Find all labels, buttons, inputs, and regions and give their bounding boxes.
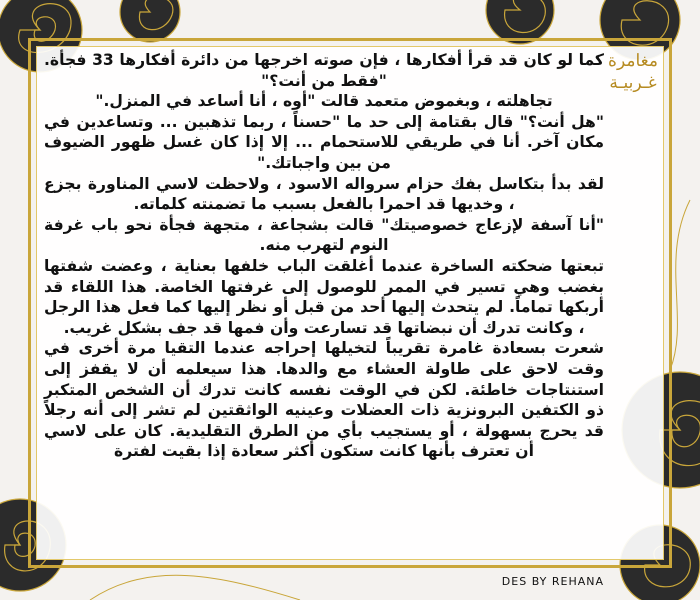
paragraph-2: تجاهلته ، وبغموض متعمد قالت "أوه ، أنا أساعد في المنزل." — [95, 92, 553, 111]
paragraph-4: لقد بدأ بتكاسل بفك حزام سرواله الاسود ، ولاحظت لاسي المناورة بجزع ، وخديها قد احمرا بالفعل بسبب ما تضمنته كلماته. — [44, 174, 604, 214]
paragraph-3: "هل أنت؟" قال بقتامة إلى حد ما "حسناً ، ربما تذهبين ... وتساعدين في مكان آخر. أنا في طريقي للاستحمام ... إلا إذا كان غسل ظهور الضيوف من بين واجباتك." — [44, 112, 604, 172]
title-badge — [607, 50, 659, 114]
paragraph-7: شعرت بسعادة غامرة تقريباً لتخيلها إحراجه عندما التقيا مرة أخرى في وقت لاحق على طاولة العشاء مع والدها. هذا سيعلمه أن لا يقفز إلى استنتاجات خاطئة. لكن في الوقت نفسه كانت تدرك أن الشخص المتكبر ذو الكتفين البرونزية ذات العضلات وعينيه الواثقتين لم تشر إلى أنه رجلاً قد يحرج بسهولة ، أو يستجيب بأي من الطرق التقليدية. كان على لاسي أن تعترف بأنها كانت ستكون أكثر سعادة إذا بقيت لفترة — [44, 339, 604, 461]
paragraph-6: تبعتها ضحكته الساخرة عندما أغلقت الباب خلفها بعناية ، وعضت شفتها بغضب وهي تسير في الممر للوصول إلى غرفتها الخاصة. هذا اللقاء قد أربكها تماماً. لم يتحدث إليها أحد من قبل أو نظر إليها كما فعل هذا الرجل ، وكانت تدرك أن نبضاتها قد تسارعت وأن فمها قد جف بشكل غريب. — [44, 256, 604, 337]
paragraph-5: "أنا آسفة لإزعاج خصوصيتك" قالت بشجاعة ، متجهة فجأة نحو باب غرفة النوم لتهرب منه. — [44, 215, 604, 255]
designer-credit: DES BY REHANA — [501, 575, 604, 588]
story-text — [44, 50, 604, 560]
badge-line-1: مغامرة — [608, 51, 658, 71]
badge-line-2: غـربيـة — [609, 73, 657, 93]
paragraph-1: كما لو كان قد قرأ أفكارها ، فإن صوته اخرجها من دائرة أفكارها 33 فجأة. "فقط من أنت؟" — [44, 51, 604, 90]
